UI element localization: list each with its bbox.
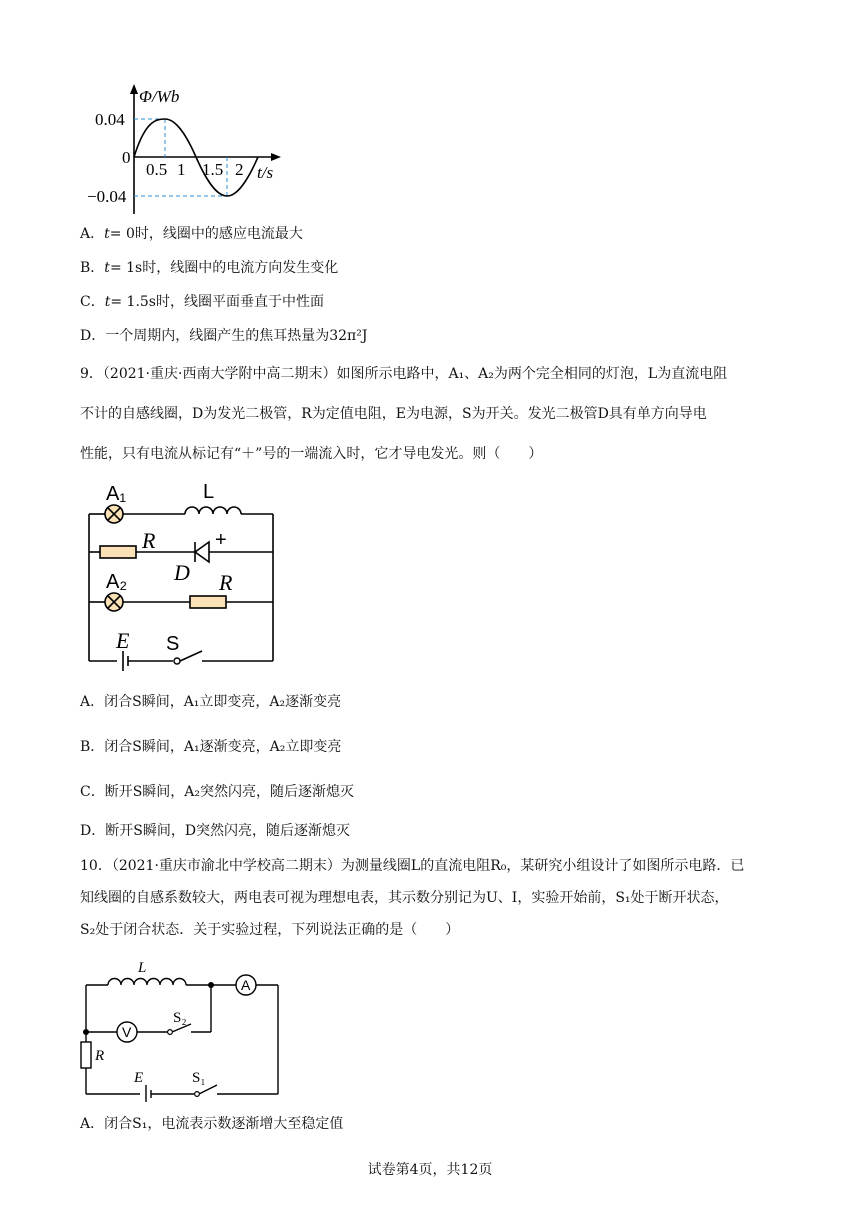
- label-v: V: [122, 1024, 132, 1040]
- q10-number: 10．: [80, 858, 112, 874]
- q10-stem-line-2: 知线圈的自感系数较大，两电表可视为理想电表，其示数分别记为U、I，实验开始前，S₁处于断开状态，: [80, 890, 729, 906]
- y-axis-label: Φ/Wb: [139, 87, 180, 106]
- x-tick: 1.5: [202, 160, 224, 179]
- x-tick: 1: [177, 160, 186, 179]
- y-tick-neg: −0.04: [87, 187, 127, 206]
- q9-option-c[interactable]: C．断开S瞬间，A₂突然闪亮，随后逐渐熄灭: [80, 784, 355, 800]
- page-footer: 试卷第4页，共12页: [367, 1162, 493, 1178]
- y-tick-zero: 0: [122, 148, 131, 167]
- label-s: S: [166, 633, 180, 655]
- label-l: L: [138, 960, 147, 976]
- q10-circuit-diagram: [76, 952, 286, 1102]
- q9-number: 9．: [80, 366, 103, 382]
- q9-source: （2021·重庆·西南大学附中高二期末）: [102, 366, 337, 382]
- label-r1: R: [142, 528, 156, 553]
- switch-contact-icon: [174, 658, 180, 664]
- label-r: R: [95, 1048, 105, 1064]
- q9-stem-line-3: 性能，只有电流从标记有“＋”号的一端流入时，它才导电发光。则（ ）: [80, 446, 543, 462]
- x-axis-label: t/s: [257, 163, 274, 182]
- q8-option-a[interactable]: A．t= 0时，线圈中的感应电流最大: [80, 226, 303, 242]
- q9-stem-line-2: 不计的自感线圈，D为发光二极管，R为定值电阻，E为电源，S为开关。发光二极管D具有单方向导电: [80, 406, 707, 422]
- label-a1: A₁: [106, 483, 127, 505]
- q9-option-b[interactable]: B．闭合S瞬间，A₁逐渐变亮，A₂立即变亮: [80, 739, 342, 755]
- q8-option-b[interactable]: B．t= 1s时，线圈中的电流方向发生变化: [80, 260, 339, 276]
- label-plus: +: [215, 529, 227, 551]
- flux-time-graph: [85, 82, 285, 222]
- q10-stem-line-1: 10．（2021·重庆市渝北中学校高二期末）为测量线圈L的直流电阻R₀，某研究小组设计了如图所示电路．已: [80, 858, 745, 874]
- label-s1: S₁: [192, 1070, 206, 1086]
- label-d: D: [174, 560, 190, 585]
- q9-option-d[interactable]: D．断开S瞬间，D突然闪亮，随后逐渐熄灭: [80, 823, 351, 839]
- q9-stem-line-1: 9．（2021·重庆·西南大学附中高二期末）如图所示电路中，A₁、A₂为两个完全相同的灯泡，L为直流电阻: [80, 366, 728, 382]
- y-tick-pos: 0.04: [95, 110, 125, 129]
- x-tick: 2: [235, 160, 244, 179]
- switch-s1-contact-icon: [195, 1092, 200, 1097]
- q9-circuit-diagram: [80, 476, 290, 676]
- x-tick: 0.5: [146, 160, 168, 179]
- q9-option-a[interactable]: A．闭合S瞬间，A₁立即变亮，A₂逐渐变亮: [80, 694, 342, 710]
- q8-option-c[interactable]: C．t= 1.5s时，线圈平面垂直于中性面: [80, 294, 324, 310]
- label-a: A: [241, 977, 251, 993]
- switch-s2-contact-icon: [168, 1030, 173, 1035]
- label-r2: R: [219, 570, 233, 595]
- lamp-a1-icon: [105, 505, 123, 523]
- q10-source: （2021·重庆市渝北中学校高二期末）: [111, 858, 341, 874]
- q10-option-a[interactable]: A．闭合S₁，电流表示数逐渐增大至稳定值: [80, 1116, 344, 1132]
- label-l: L: [203, 481, 215, 503]
- lamp-a2-icon: [105, 593, 123, 611]
- label-e: E: [134, 1070, 144, 1086]
- q10-stem-line-3: S₂处于闭合状态．关于实验过程，下列说法正确的是（ ）: [80, 922, 460, 938]
- label-e: E: [116, 628, 130, 653]
- label-s2: S₂: [173, 1010, 187, 1026]
- label-a2: A₂: [106, 571, 128, 593]
- q8-option-d[interactable]: D．一个周期内，线圈产生的焦耳热量为32π²J: [80, 328, 368, 344]
